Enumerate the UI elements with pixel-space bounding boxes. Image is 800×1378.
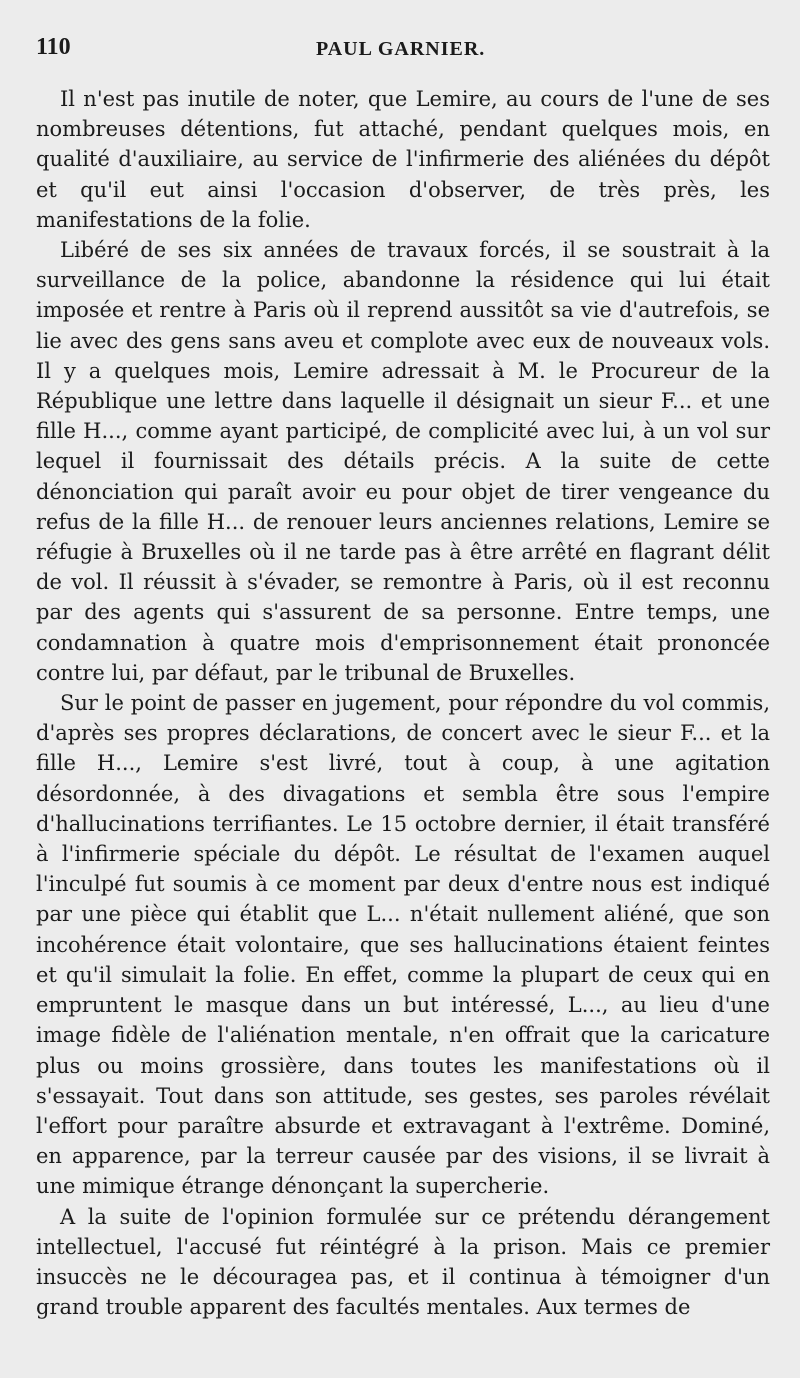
body-text xyxy=(36,84,770,1322)
paragraph: Libéré de ses six années de travaux forcés, il se soustrait à la surveillance de la police, abandonne la résidence qui lui était imposée et rentre à Paris où il reprend aussitôt sa vie d'autrefois, se lie avec des gens sans aveu et complote avec eux de nouveaux vols. Il y a quelques mois, Lemire adressait à M. le Procureur de la République une lettre dans laquelle il désignait un sieur F... et une fille H..., comme ayant participé, de complicité avec lui, à un vol sur lequel il fournissait des détails précis. A la suite de cette dénonciation qui paraît avoir eu pour objet de tirer vengeance du refus de la fille H... de renouer leurs anciennes relations, Lemire se réfugie à Bruxelles où il ne tarde pas à être arrêté en flagrant délit de vol. Il réussit à s'évader, se remontre à Paris, où il est reconnu par des agents qui s'assurent de sa personne. Entre temps, une condamnation à quatre mois d'emprisonnement était prononcée contre lui, par défaut, par le tribunal de Bruxelles. xyxy=(36,238,770,685)
running-title: PAUL GARNIER. xyxy=(316,38,486,60)
paragraph: Sur le point de passer en jugement, pour répondre du vol commis, d'après ses propres déclarations, de concert avec le sieur F... et la fille H..., Lemire s'est livré, tout à coup, à une agitation désordonnée, à des divagations et sembla être sous l'empire d'hallucinations terrifiantes. Le 15 octobre dernier, il était transféré à l'infirmerie spéciale du dépôt. Le résultat de l'examen auquel l'inculpé fut soumis à ce moment par deux d'entre nous est indiqué par une pièce qui établit que L... n'était nullement aliéné, que son incohérence était volontaire, que ses hallucinations étaient feintes et qu'il simulait la folie. En effet, comme la plupart de ceux qui en empruntent le masque dans un but intéressé, L..., au lieu d'une image fidèle de l'aliénation mentale, n'en offrait que la caricature plus ou moins grossière, dans toutes les manifestations où il s'essayait. Tout dans son attitude, ses gestes, ses paroles révélait l'effort pour paraître absurde et extravagant à l'extrême. Dominé, en apparence, par la terreur causée par des visions, il se livrait à une mimique étrange dénonçant la supercherie. xyxy=(36,691,770,1199)
paragraph: A la suite de l'opinion formulée sur ce prétendu dérangement intellectuel, l'accusé fut réintégré à la prison. Mais ce premier insuccès ne le découragea pas, et il continua à témoigner d'un grand trouble apparent des facultés mentales. Aux termes de xyxy=(36,1204,770,1320)
paragraph: Il n'est pas inutile de noter, que Lemire, au cours de l'une de ses nombreuses détentions, fut attaché, pendant quelques mois, en qualité d'auxiliaire, au service de l'infirmerie des aliénées du dépôt et qu'il eut ainsi l'occasion d'observer, de très près, les manifestations de la folie. xyxy=(36,87,770,232)
page-number: 110 xyxy=(36,34,71,60)
running-head xyxy=(36,34,770,84)
